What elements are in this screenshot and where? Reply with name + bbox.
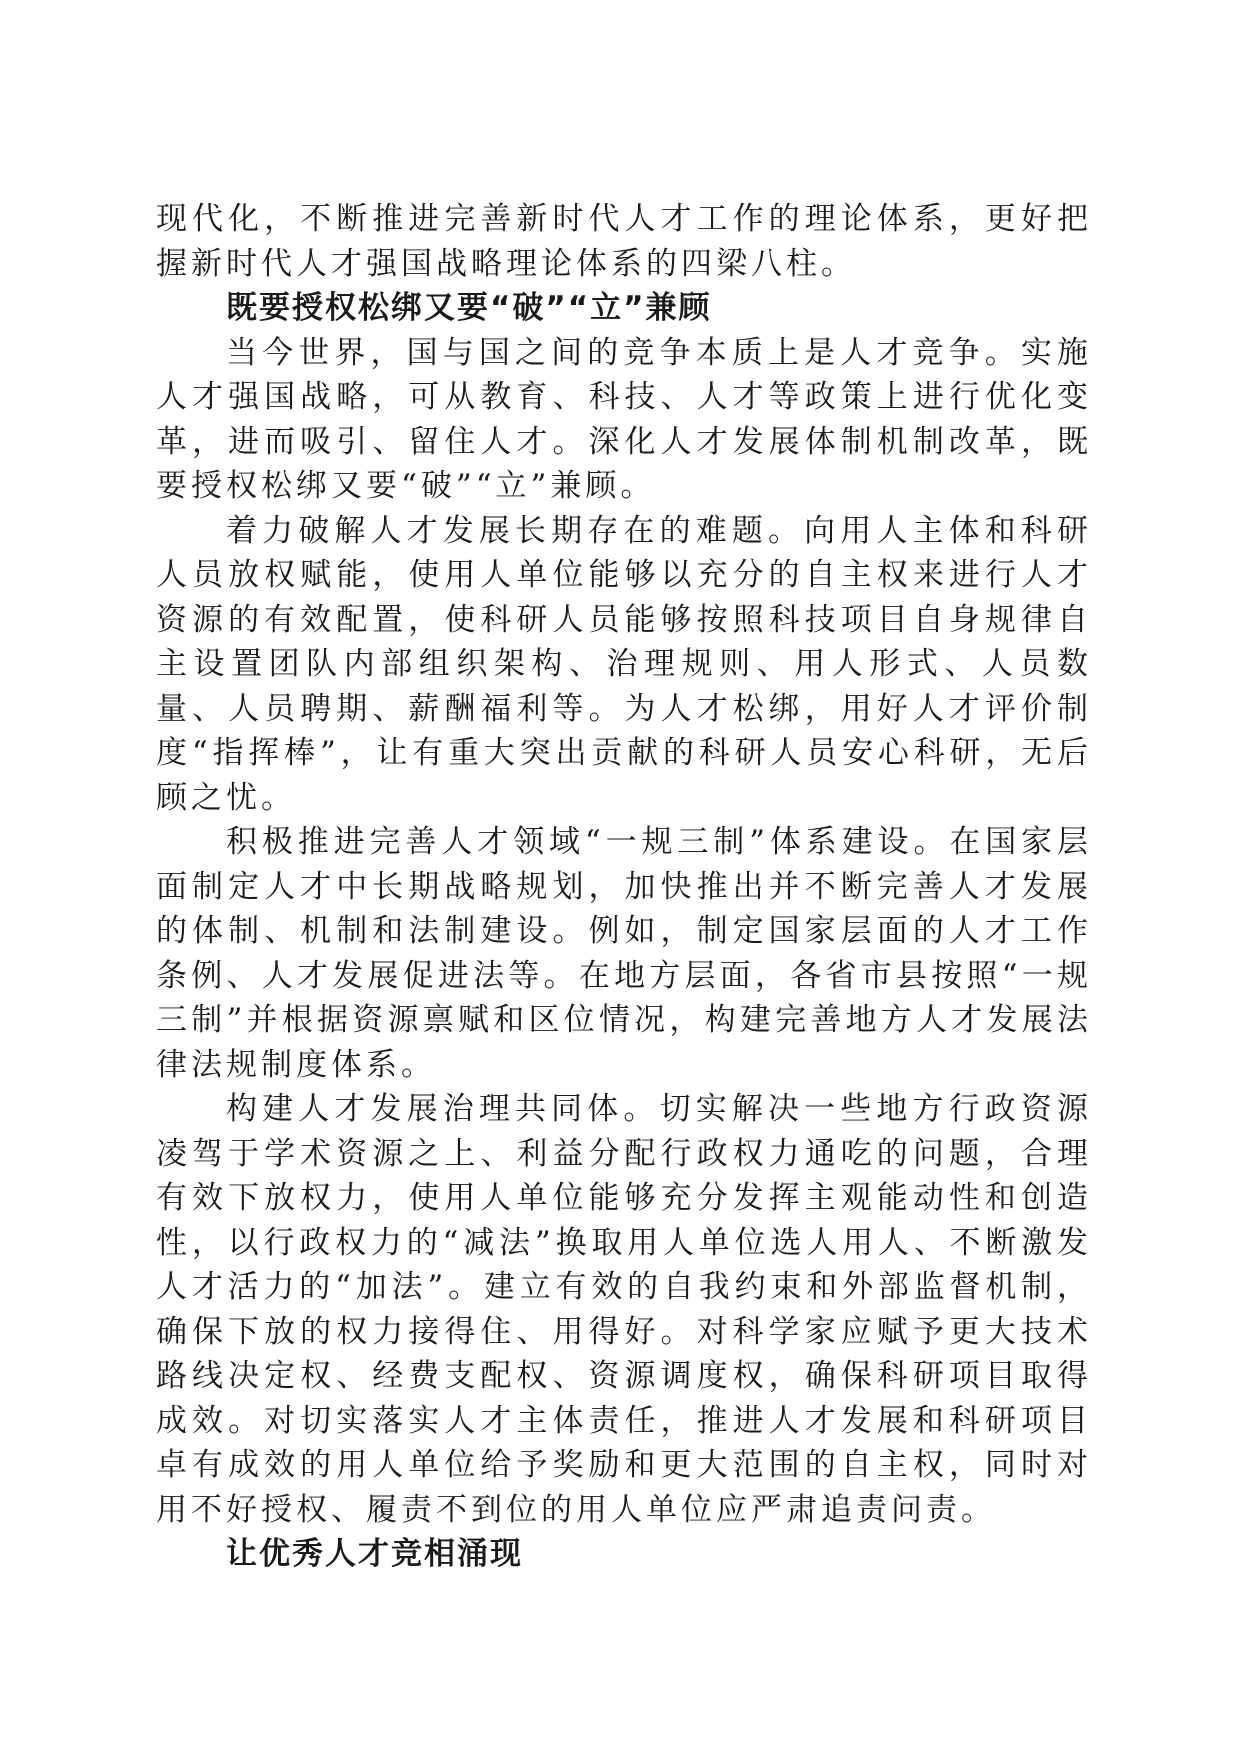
paragraph-talent-competition: 当今世界，国与国之间的竞争本质上是人才竞争。实施人才强国战略，可从教育、科技、人才等政策上进行优化变革，进而吸引、留住人才。深化人才发展体制机制改革，既要授权松绑又要“破”“立”兼顾。 (156, 334, 1092, 504)
paragraph-one-plan-three-systems: 积极推进完善人才领域“一规三制”体系建设。在国家层面制定人才中长期战略规划，加快推出并不断完善人才发展的体制、机制和法制建设。例如，制定国家层面的人才工作条例、人才发展促进法等。在地方层面，各省市县按照“一规三制”并根据资源禀赋和区位情况，构建完善地方人才发展法律法规制度体系。 (156, 824, 1092, 1083)
section-heading-authorization: 既要授权松绑又要“破”“立”兼顾 (226, 290, 712, 326)
document-body (156, 197, 1092, 1577)
section-heading-talent-emerge: 让优秀人才竞相涌现 (226, 1536, 523, 1572)
paragraph-continuation: 现代化，不断推进完善新时代人才工作的理论体系，更好把握新时代人才强国战略理论体系的四梁八柱。 (156, 201, 1092, 282)
paragraph-solve-problems: 着力破解人才发展长期存在的难题。向用人主体和科研人员放权赋能，使用人单位能够以充分的自主权来进行人才资源的有效配置，使科研人员能够按照科技项目自身规律自主设置团队内部组织架构、治理规则、用人形式、人员数量、人员聘期、薪酬福利等。为人才松绑，用好人才评价制度“指挥棒”，让有重大突出贡献的科研人员安心科研，无后顾之忧。 (156, 512, 1092, 816)
paragraph-governance-community: 构建人才发展治理共同体。切实解决一些地方行政资源凌驾于学术资源之上、利益分配行政权力通吃的问题，合理有效下放权力，使用人单位能够充分发挥主观能动性和创造性，以行政权力的“减法”换取用人单位选人用人、不断激发人才活力的“加法”。建立有效的自我约束和外部监督机制，确保下放的权力接得住、用得好。对科学家应赋予更大技术路线决定权、经费支配权、资源调度权，确保科研项目取得成效。对切实落实人才主体责任，推进人才发展和科研项目卓有成效的用人单位给予奖励和更大范围的自主权，同时对用不好授权、履责不到位的用人单位应严肃追责问责。 (156, 1091, 1092, 1528)
